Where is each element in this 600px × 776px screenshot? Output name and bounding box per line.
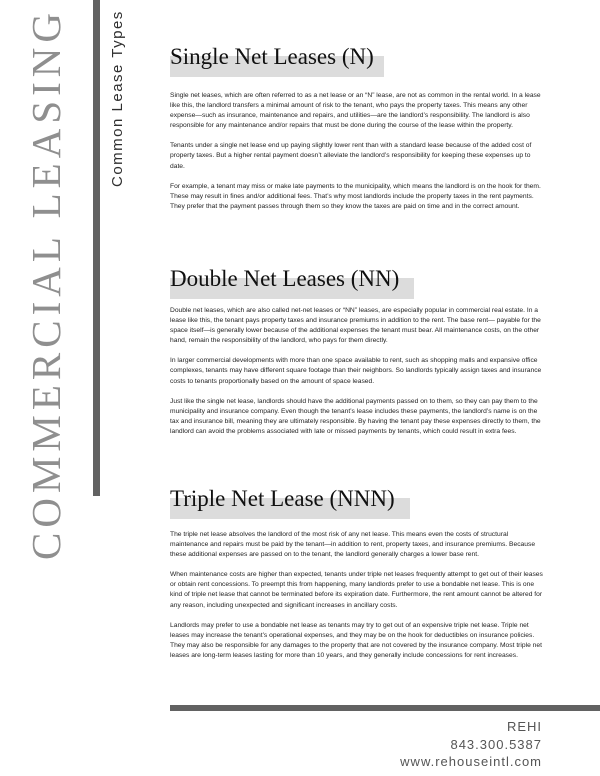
section-single-net xyxy=(170,42,546,222)
footer-contact xyxy=(400,718,542,771)
section-triple-net xyxy=(170,484,546,671)
vertical-divider xyxy=(93,0,100,496)
paragraph: When maintenance costs are higher than expected, tenants under triple net leases frequently attempt to get out of their leases or obtain rent concessions. To preempt this from happening, many landlords prefer to use a bondable net lease. This is one kind of triple net lease that cannot be terminated before its expiration date. Furthermore, the rent amount cannot be altered for any reason, including unexpected and significant increases in ancillary costs. xyxy=(170,571,543,609)
paragraph: In larger commercial developments with more than one space available to rent, such as shopping malls and expansive office complexes, tenants may have different square footage than their neighbors. So landlords typically assign taxes and insurance costs to tenants proportionally based on the amount of space leased. xyxy=(170,357,542,385)
sidebar-subtitle: Common Lease Types xyxy=(109,10,126,187)
paragraph: The triple net lease absolves the landlord of the most risk of any net lease. This means even the costs of structural maintenance and repairs must be paid by the tenant—in addition to rent, property taxes, and insurance premiums. Because these additional expenses are passed on to the tenant, the landlord generally charges a lower base rent. xyxy=(170,531,536,559)
paragraph: For example, a tenant may miss or make late payments to the municipality, which means the landlord is on the hook for them. These may result in fines and/or additional fees. That’s why most landlords include the property taxes in the rent payments. They prefer that the payment passes through them so they know the taxes are paid on time and in the correct amount. xyxy=(170,182,541,210)
section-heading xyxy=(170,484,546,518)
sidebar-title: COMMERCIAL LEASING xyxy=(23,7,69,560)
heading-text: Triple Net Lease (NNN) xyxy=(170,486,395,511)
website-link[interactable]: www.rehouseintl.com xyxy=(400,754,542,769)
company-name: REHI xyxy=(506,719,542,734)
heading-text: Single Net Leases (N) xyxy=(170,44,374,69)
paragraph: Single net leases, which are often referred to as a net lease or an “N” lease, are not as common in the rental world. In a lease like this, the landlord transfers a minimal amount of risk to the tenant, who pays the property taxes. This means any other expense—such as insurance, maintenance and repairs, and utilities—are the landlord’s responsibility. The landlord is also responsible for any maintenance and/or repairs that must be done during the course of the lease within the property. xyxy=(170,92,541,130)
heading-text: Double Net Leases (NN) xyxy=(170,266,400,291)
section-heading xyxy=(170,42,546,76)
section-double-net xyxy=(170,264,546,447)
section-heading xyxy=(170,264,546,298)
paragraph: Double net leases, which are also called net-net leases or “NN” leases, are especially popular in commercial real estate. In a lease like this, the tenant pays property taxes and insurance premiums in addition to the rent. The base rent— payable for the space itself—is generally lower because of the additional expenses the tenant must bear. All maintenance costs, on the other hand, remain the responsibility of the landlord, who pays for them directly. xyxy=(170,307,541,345)
paragraph: Landlords may prefer to use a bondable net lease as tenants may try to get out of an expensive triple net lease. Triple net leases may increase the tenant’s operational expenses, and they may be on the hook for deductibles on insurance policies. They may also be responsible for any damages to the property that are not covered by the insurance company. Most triple net leases are long-term leases lasting for more than 10 years, and they generally include concessions for rent increases. xyxy=(170,621,542,659)
footer-divider xyxy=(170,705,600,711)
paragraph: Tenants under a single net lease end up paying slightly lower rent than with a standard lease because of the added cost of property taxes. But a higher rental payment doesn’t alleviate the landlord’s responsibility for keeping these expenses up to date. xyxy=(170,142,532,170)
paragraph: Just like the single net lease, landlords should have the additional payments passed on to them, so they can pay them to the municipality and insurance company. Even though the tenant’s lease includes these payments, the landlord’s name is on the tax and insurance bill, meaning they are ultimately responsible. By having the tenant pay these expenses directly to them, the landlord can avoid the problems associated with late or missed payments by tenants, which could result in extra fees. xyxy=(170,397,541,435)
phone-number: 843.300.5387 xyxy=(450,736,542,752)
